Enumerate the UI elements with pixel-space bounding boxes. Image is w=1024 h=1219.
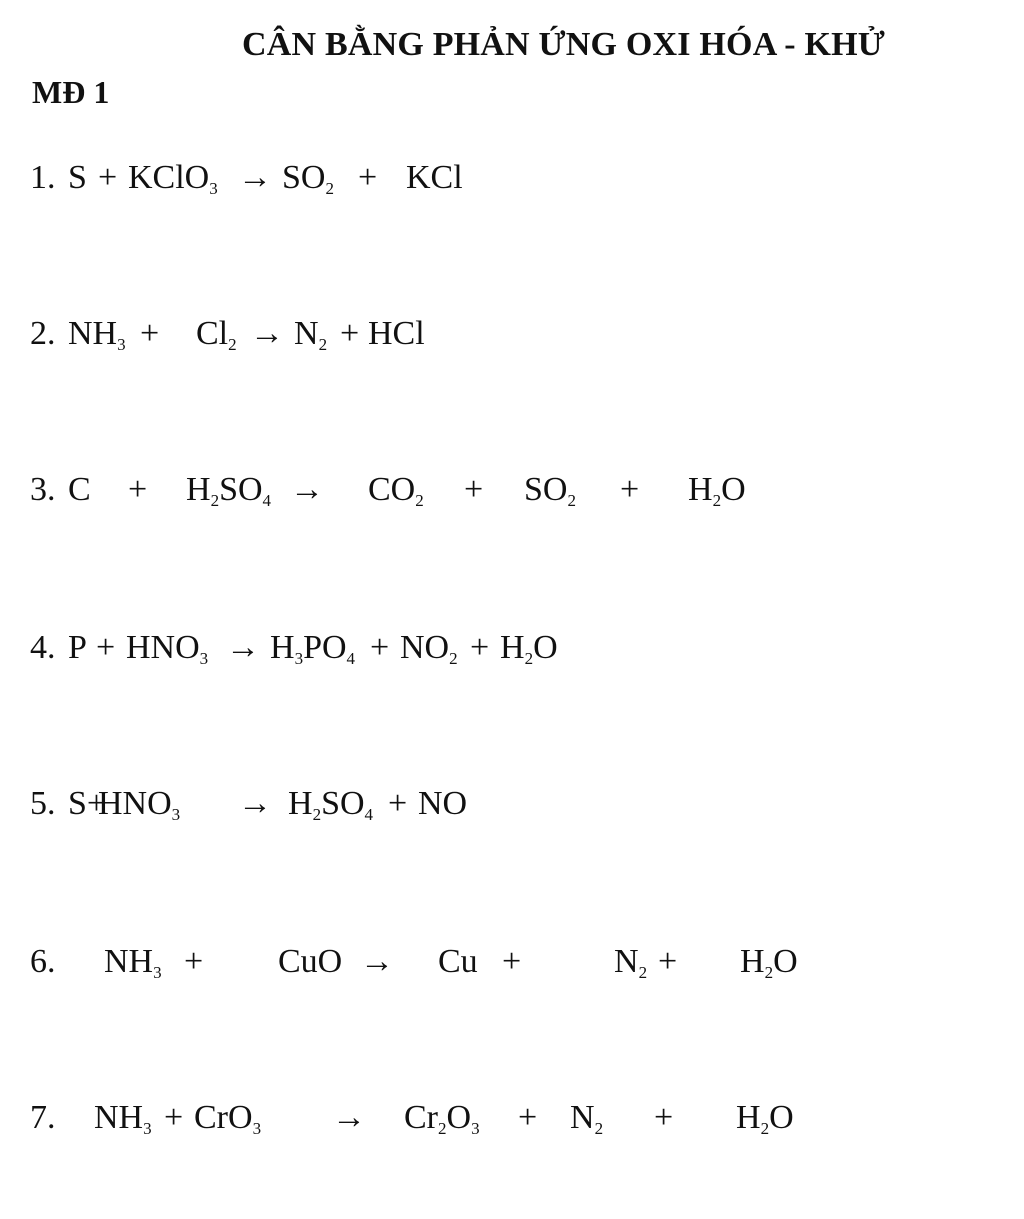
- page-title: CÂN BẰNG PHẢN ỨNG OXI HÓA - KHỬ: [242, 26, 886, 63]
- equation-number: 3.: [30, 471, 56, 508]
- formula: $H_3PO_4$: [270, 629, 356, 668]
- formula: KCl: [406, 159, 463, 196]
- arrow-symbol: →: [238, 159, 272, 196]
- equation-number: 4.: [30, 629, 56, 666]
- plus-symbol: +: [620, 471, 640, 508]
- formula: Cu: [438, 943, 478, 980]
- plus-symbol: +: [340, 315, 360, 352]
- arrow-symbol: →: [290, 471, 324, 508]
- formula: $N_2$: [294, 315, 328, 354]
- plus-symbol: +: [98, 159, 118, 196]
- formula: $NH_3$: [104, 943, 162, 982]
- formula: $N_2$: [614, 943, 648, 982]
- plus-symbol: +: [96, 629, 116, 666]
- formula: CrO$_3$: [194, 1099, 262, 1138]
- formula: KClO$_3$: [128, 159, 218, 198]
- formula: HCl: [368, 315, 425, 352]
- arrow-symbol: →: [360, 943, 394, 980]
- formula: $Cl_2$: [196, 315, 237, 354]
- arrow-symbol: →: [238, 785, 272, 822]
- equation-number: 1.: [30, 159, 56, 196]
- formula: $NH_3$: [94, 1099, 152, 1138]
- plus-symbol: +: [164, 1099, 184, 1136]
- formula: $H_2O$: [688, 471, 746, 510]
- formula: $H_2O$: [740, 943, 798, 982]
- plus-symbol: +: [358, 159, 378, 196]
- formula: $HNO_3$: [98, 785, 181, 824]
- formula: S+: [68, 785, 107, 822]
- plus-symbol: +: [502, 943, 522, 980]
- formula: $N_2$: [570, 1099, 604, 1138]
- equation-number: 7.: [30, 1099, 56, 1136]
- arrow-symbol: →: [226, 629, 260, 666]
- plus-symbol: +: [658, 943, 678, 980]
- equation-number: 2.: [30, 315, 56, 352]
- formula: $Cr_2O_3$: [404, 1099, 480, 1138]
- formula: $HNO_3$: [126, 629, 209, 668]
- plus-symbol: +: [654, 1099, 674, 1136]
- exam-code: MĐ 1: [32, 74, 110, 110]
- formula: $SO_2$: [282, 159, 334, 198]
- equation-number: 5.: [30, 785, 56, 822]
- formula: $H_2SO_4$: [288, 785, 374, 824]
- formula: $NO_2$: [400, 629, 458, 668]
- plus-symbol: +: [184, 943, 204, 980]
- plus-symbol: +: [470, 629, 490, 666]
- equation-number: 6.: [30, 943, 56, 980]
- plus-symbol: +: [128, 471, 148, 508]
- plus-symbol: +: [370, 629, 390, 666]
- formula: NO: [418, 785, 468, 822]
- arrow-symbol: →: [250, 315, 284, 352]
- formula: P: [68, 629, 87, 666]
- formula: $SO_2$: [524, 471, 576, 510]
- formula: $H_2O$: [736, 1099, 794, 1138]
- formula: $NH_3$: [68, 315, 126, 354]
- formula: C: [68, 471, 91, 508]
- plus-symbol: +: [388, 785, 408, 822]
- formula: $H_2SO_4$: [186, 471, 272, 510]
- formula: $H_2O$: [500, 629, 558, 668]
- formula: CuO: [278, 943, 343, 980]
- formula: $CO_2$: [368, 471, 424, 510]
- arrow-symbol: →: [332, 1099, 366, 1136]
- plus-symbol: +: [140, 315, 160, 352]
- plus-symbol: +: [464, 471, 484, 508]
- formula: S: [68, 159, 87, 196]
- plus-symbol: +: [518, 1099, 538, 1136]
